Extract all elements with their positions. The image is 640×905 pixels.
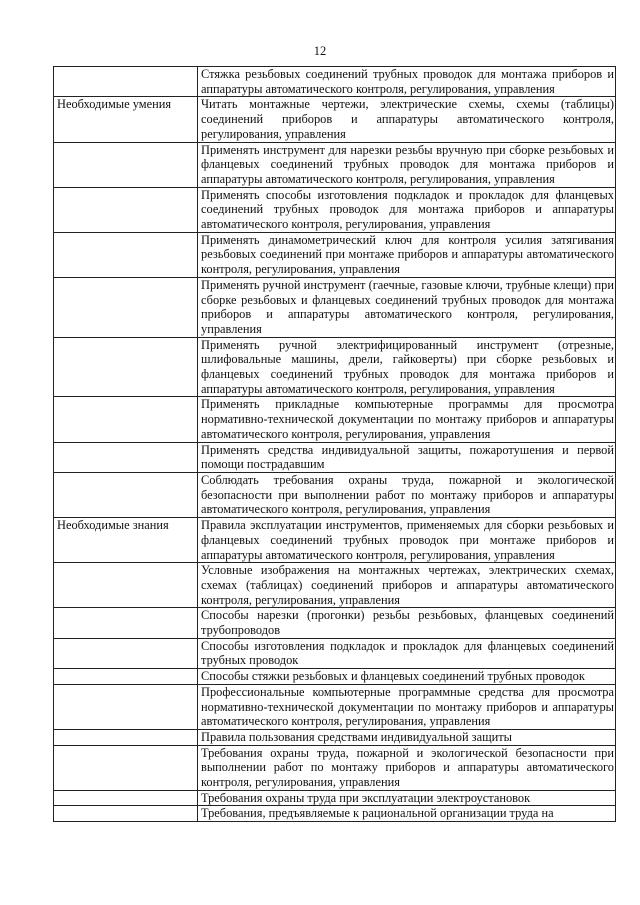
row-label xyxy=(54,142,198,187)
row-text: Требования охраны труда, пожарной и экологической безопасности при выполнении работ по монтажу приборов и аппаратуры автоматического контроля, регулирования, управления xyxy=(198,745,616,790)
row-text: Способы стяжки резьбовых и фланцевых соединений трубных проводок xyxy=(198,669,616,685)
table-row xyxy=(54,337,616,397)
table-row xyxy=(54,518,616,563)
table-row xyxy=(54,397,616,442)
row-label xyxy=(54,442,198,472)
table-row xyxy=(54,608,616,638)
row-text: Способы изготовления подкладок и прокладок для фланцевых соединений трубных проводок xyxy=(198,638,616,668)
row-text: Правила эксплуатации инструментов, применяемых для сборки резьбовых и фланцевых соединений трубных проводок при монтаже приборов и аппаратуры автоматического контроля, регулирования, управления xyxy=(198,518,616,563)
table-row xyxy=(54,563,616,608)
table-row xyxy=(54,67,616,97)
row-label xyxy=(54,277,198,337)
row-label: Необходимые знания xyxy=(54,518,198,563)
row-text: Стяжка резьбовых соединений трубных проводок для монтажа приборов и аппаратуры автоматического контроля, регулирования, управления xyxy=(198,67,616,97)
row-text: Соблюдать требования охраны труда, пожарной и экологической безопасности при выполнении работ по монтажу приборов и аппаратуры автоматического контроля, регулирования, управления xyxy=(198,472,616,517)
row-text: Условные изображения на монтажных чертежах, электрических схемах, схемах (таблицах) соединений приборов и аппаратуры автоматического контроля, регулирования, управления xyxy=(198,563,616,608)
table-row xyxy=(54,684,616,729)
table-row xyxy=(54,142,616,187)
table-row xyxy=(54,442,616,472)
row-text: Способы нарезки (прогонки) резьбы резьбовых, фланцевых соединений трубопроводов xyxy=(198,608,616,638)
row-text: Применять средства индивидуальной защиты, пожаротушения и первой помощи пострадавшим xyxy=(198,442,616,472)
table-row xyxy=(54,806,616,822)
row-text: Применять ручной электрифицированный инструмент (отрезные, шлифовальные машины, дрели, гайковерты) при сборке резьбовых и фланцевых соединений трубных проводок для монтажа приборов и аппаратуры автоматического контроля, регулирования, управления xyxy=(198,337,616,397)
row-label xyxy=(54,563,198,608)
row-label xyxy=(54,729,198,745)
row-label xyxy=(54,745,198,790)
row-text: Применять динамометрический ключ для контроля усилия затягивания резьбовых соединений при монтаже приборов и аппаратуры автоматического контроля, регулирования, управления xyxy=(198,232,616,277)
table-row xyxy=(54,638,616,668)
row-label xyxy=(54,669,198,685)
table-row xyxy=(54,669,616,685)
row-text: Читать монтажные чертежи, электрические схемы, схемы (таблицы) соединений приборов и аппаратуры автоматического контроля, регулирования, управления xyxy=(198,97,616,142)
table-row xyxy=(54,232,616,277)
row-text: Применять ручной инструмент (гаечные, газовые ключи, трубные клещи) при сборке резьбовых и фланцевых соединений трубных проводок для монтажа приборов и аппаратуры автоматического контроля, регулирования, управления xyxy=(198,277,616,337)
table-row xyxy=(54,745,616,790)
table-row xyxy=(54,187,616,232)
row-text: Применять инструмент для нарезки резьбы вручную при сборке резьбовых и фланцевых соединений трубных проводок для монтажа приборов и аппаратуры автоматического контроля, регулирования, управления xyxy=(198,142,616,187)
row-text: Применять способы изготовления подкладок и прокладок для фланцевых соединений трубных проводок для монтажа приборов и аппаратуры автоматического контроля, регулирования, управления xyxy=(198,187,616,232)
row-text: Требования, предъявляемые к рациональной организации труда на xyxy=(198,806,616,822)
row-text: Профессиональные компьютерные программные средства для просмотра нормативно-технической документации по монтажу приборов и аппаратуры автоматического контроля, регулирования, управления xyxy=(198,684,616,729)
row-label xyxy=(54,684,198,729)
table-row xyxy=(54,277,616,337)
row-label xyxy=(54,472,198,517)
table-row xyxy=(54,790,616,806)
row-label xyxy=(54,608,198,638)
table-row xyxy=(54,472,616,517)
page-number: 12 xyxy=(313,44,327,58)
row-label xyxy=(54,187,198,232)
row-label: Необходимые умения xyxy=(54,97,198,142)
row-text: Правила пользования средствами индивидуальной защиты xyxy=(198,729,616,745)
requirements-table xyxy=(53,66,616,822)
row-text: Требования охраны труда при эксплуатации электроустановок xyxy=(198,790,616,806)
row-label xyxy=(54,67,198,97)
row-label xyxy=(54,806,198,822)
table-row xyxy=(54,97,616,142)
row-text: Применять прикладные компьютерные программы для просмотра нормативно-технической документации по монтажу приборов и аппаратуры автоматического контроля, регулирования, управления xyxy=(198,397,616,442)
row-label xyxy=(54,337,198,397)
table-row xyxy=(54,729,616,745)
row-label xyxy=(54,232,198,277)
row-label xyxy=(54,638,198,668)
row-label xyxy=(54,790,198,806)
row-label xyxy=(54,397,198,442)
